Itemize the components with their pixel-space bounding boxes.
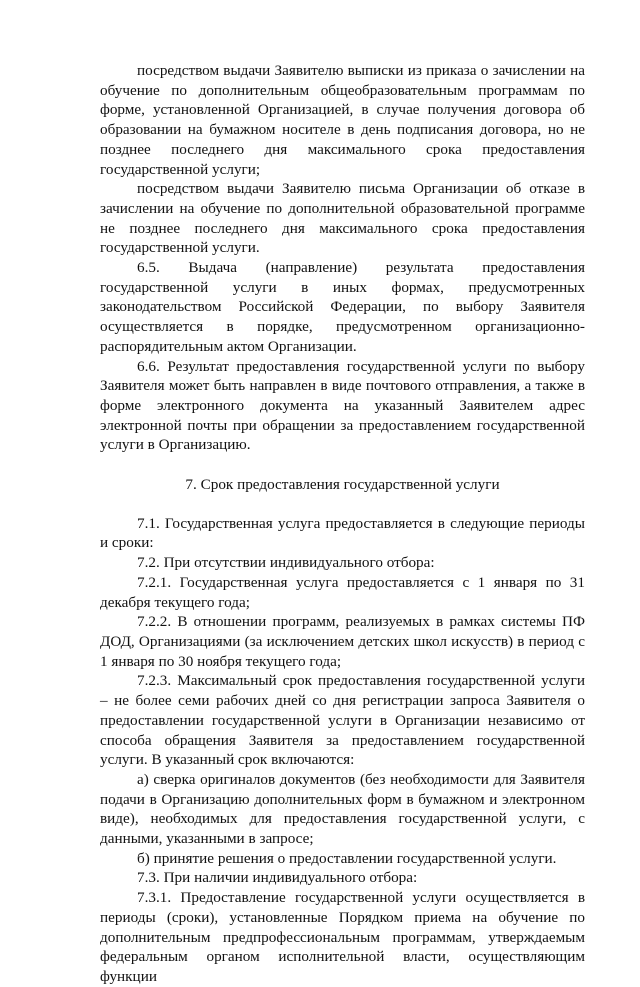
paragraph-7-1: 7.1. Государственная услуга предоставляется в следующие периоды и сроки: xyxy=(100,514,585,552)
paragraph-6-5: 6.5. Выдача (направление) результата предоставления государственной услуги в иных формах, предусмотренных законодательством Российской Федерации, по выбору Заявителя осуществляется в порядке, предусмотренном организационно-распорядительным актом Организации. xyxy=(100,259,585,355)
paragraph-7-2: 7.2. При отсутствии индивидуального отбора: xyxy=(137,554,435,572)
section-heading: 7. Срок предоставления государственной услуги xyxy=(185,476,500,494)
paragraph-vypiska: посредством выдачи Заявителю выписки из приказа о зачислении на обучение по дополнительным общеобразовательным программам по форме, установленной Организацией, в случае получения договора об образовании на бумажном носителе в день подписания договора, но не позднее последнего дня максимального срока предоставления государственной услуги; xyxy=(100,62,585,178)
paragraph-item-b: б) принятие решения о предоставлении государственной услуги. xyxy=(137,849,557,867)
paragraph-7-2-3: 7.2.3. Максимальный срок предоставления государственной услуги – не более семи рабочих дней со дня регистрации запроса Заявителя о предоставлении государственной услуги в Организации независимо от способа обращения Заявителя за предоставлением государственной услуги. В указанный срок включаются: xyxy=(100,672,585,769)
paragraph-7-2-1: 7.2.1. Государственная услуга предоставляется с 1 января по 31 декабря текущего года; xyxy=(100,573,585,611)
paragraph-7-3-1: 7.3.1. Предоставление государственной услуги осуществляется в периоды (сроки), установленные Порядком приема на обучение по дополнительным предпрофессиональным программам, утверждаемым федеральным органом исполнительной власти, осуществляющим функции xyxy=(100,889,585,985)
paragraph-7-3: 7.3. При наличии индивидуального отбора: xyxy=(137,869,418,887)
paragraph-otkaz: посредством выдачи Заявителю письма Организации об отказе в зачислении на обучение по дополнительной образовательной программе не позднее последнего дня максимального срока предоставления государственной услуги. xyxy=(100,180,585,257)
document-body xyxy=(100,61,585,987)
paragraph-item-a: а) сверка оригиналов документов (без необходимости для Заявителя подачи в Организацию дополнительных форм в бумажном и электронном виде), необходимых для предоставления государственной услуги, с данными, указанными в запросе; xyxy=(100,770,585,848)
paragraph-6-6: 6.6. Результат предоставления государственной услуги по выбору Заявителя может быть направлен в виде почтового отправления, а также в форме электронного документа на указанный Заявителем адрес электронной почты при обращении за предоставлением государственной услуги в Организацию. xyxy=(100,357,585,454)
paragraph-7-2-2: 7.2.2. В отношении программ, реализуемых в рамках системы ПФ ДОД, Организациями (за исключением детских школ искусств) в период с 1 января по 30 ноября текущего года; xyxy=(100,613,585,670)
